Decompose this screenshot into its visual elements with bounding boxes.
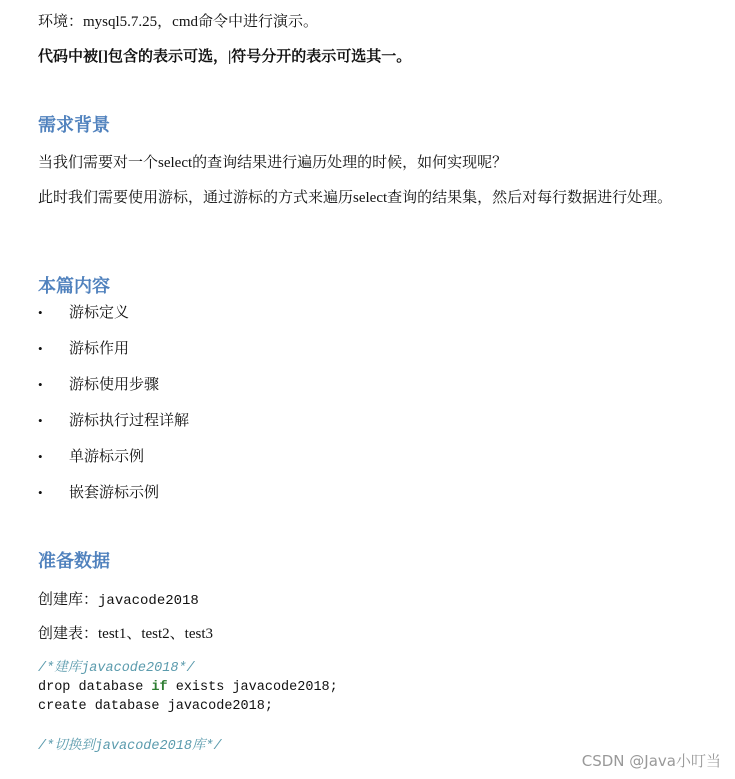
list-item bbox=[38, 446, 144, 468]
code-comment: /*建库javacode2018*/ bbox=[38, 661, 195, 676]
notation-text: 代码中被[]包含的表示可选，|符号分开的表示可选其一。 bbox=[38, 49, 412, 65]
bullet: • bbox=[38, 485, 43, 500]
code-keyword: if bbox=[151, 680, 168, 695]
bullet: • bbox=[38, 413, 43, 428]
code-line: create database javacode2018; bbox=[38, 699, 273, 714]
code-block bbox=[38, 659, 338, 716]
list-item-label: 单游标示例 bbox=[69, 449, 145, 465]
list-item-label: 嵌套游标示例 bbox=[69, 485, 160, 501]
bullet: • bbox=[38, 341, 43, 356]
bullet: • bbox=[38, 305, 43, 320]
list-item bbox=[38, 302, 129, 324]
list-item-label: 游标使用步骤 bbox=[69, 377, 160, 393]
env-text: 环境：mysql5.7.25，cmd命令中进行演示。 bbox=[38, 14, 318, 30]
background-para-1: 当我们需要对一个select的查询结果进行遍历处理的时候，如何实现呢？ bbox=[38, 155, 508, 171]
bullet: • bbox=[38, 377, 43, 392]
list-item-label: 游标执行过程详解 bbox=[69, 413, 190, 429]
background-para-2: 此时我们需要使用游标，通过游标的方式来遍历select查询的结果集，然后对每行数据进行处理。 bbox=[38, 190, 673, 206]
list-item bbox=[38, 410, 189, 432]
heading-background: 需求背景 bbox=[38, 115, 110, 136]
list-item bbox=[38, 338, 129, 360]
code-block-2 bbox=[38, 737, 222, 756]
create-table-line bbox=[38, 622, 213, 646]
create-db-label: 创建库： bbox=[38, 592, 99, 608]
list-item bbox=[38, 482, 159, 504]
heading-contents: 本篇内容 bbox=[38, 276, 110, 297]
create-table-value: test1、test2、test3 bbox=[98, 626, 214, 642]
code-comment: /*切换到javacode2018库*/ bbox=[38, 739, 222, 754]
list-item bbox=[38, 374, 159, 396]
create-db-line bbox=[38, 588, 199, 613]
code-line: drop database if exists javacode2018; bbox=[38, 680, 338, 695]
list-item-label: 游标定义 bbox=[69, 305, 130, 321]
create-db-value: javacode2018 bbox=[98, 593, 199, 609]
list-item-label: 游标作用 bbox=[69, 341, 130, 357]
watermark: CSDN @Java小叮当 bbox=[581, 752, 721, 770]
heading-prepare: 准备数据 bbox=[38, 551, 110, 572]
create-table-label: 创建表： bbox=[38, 626, 99, 642]
bullet: • bbox=[38, 449, 43, 464]
